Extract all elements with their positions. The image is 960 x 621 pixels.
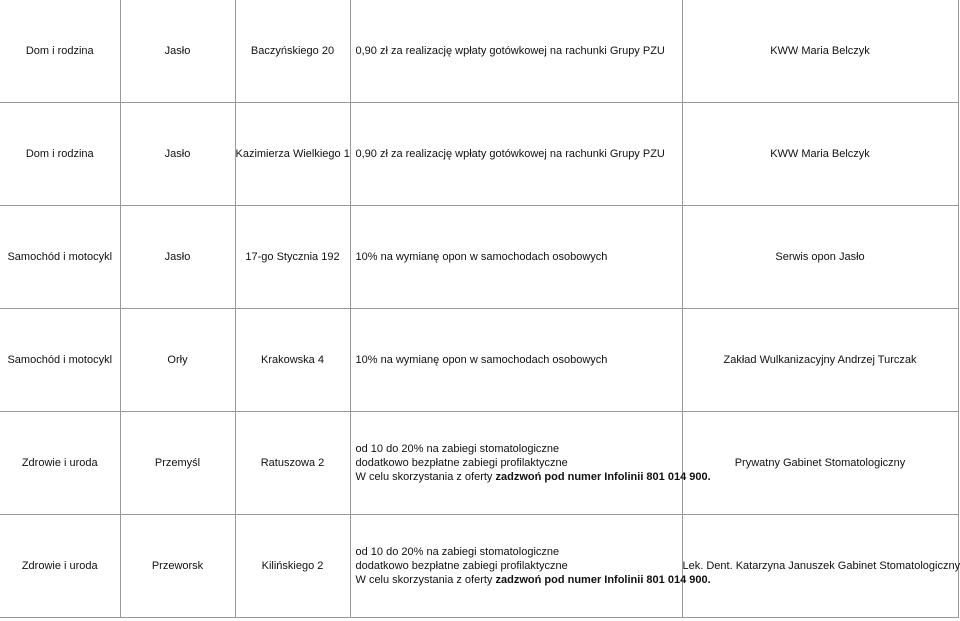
category-cell: Dom i rodzina [0, 103, 120, 206]
category-cell: Samochód i motocykl [0, 206, 120, 309]
offer-line: 10% na wymianę opon w samochodach osobowych [355, 354, 608, 366]
address-cell: Ratuszowa 2 [235, 412, 350, 515]
call-prefix: W celu skorzystania z oferty [355, 471, 493, 483]
table-row [0, 0, 958, 103]
city-cell: Przemyśl [120, 412, 235, 515]
table-row [0, 412, 958, 515]
offer-cell [350, 103, 682, 206]
offer-line: od 10 do 20% na zabiegi stomatologiczne [355, 546, 560, 558]
offer-line: 0,90 zł za realizację wpłaty gotówkowej na rachunki Grupy PZU [355, 45, 665, 57]
call-line [355, 470, 711, 484]
category-cell: Samochód i motocykl [0, 309, 120, 412]
offer-cell [350, 206, 682, 309]
address-cell: Kazimierza Wielkiego 1 [235, 103, 350, 206]
offer-cell [350, 515, 711, 618]
table-row [0, 515, 958, 618]
table-row [0, 103, 958, 206]
address-cell: Baczyńskiego 20 [235, 0, 350, 103]
offer-line: 0,90 zł za realizację wpłaty gotówkowej na rachunki Grupy PZU [355, 148, 665, 160]
address-cell: Kilińskiego 2 [235, 515, 350, 618]
call-phone-text: zadzwoń pod numer Infolinii 801 014 900. [495, 471, 711, 483]
call-prefix: W celu skorzystania z oferty [355, 574, 493, 586]
address-cell: 17-go Stycznia 192 [235, 206, 350, 309]
offer-line: od 10 do 20% na zabiegi stomatologiczne [355, 443, 560, 455]
partner-cell: Serwis opon Jasło [682, 206, 958, 309]
address-cell: Krakowska 4 [235, 309, 350, 412]
call-phone-text: zadzwoń pod numer Infolinii 801 014 900. [495, 574, 711, 586]
offer-cell [350, 309, 682, 412]
city-cell: Jasło [120, 103, 235, 206]
partner-cell: KWW Maria Belczyk [682, 103, 958, 206]
category-cell: Zdrowie i uroda [0, 412, 120, 515]
partner-cell: Zakład Wulkanizacyjny Andrzej Turczak [682, 309, 958, 412]
city-cell: Przeworsk [120, 515, 235, 618]
category-cell: Zdrowie i uroda [0, 515, 120, 618]
offer-line: 10% na wymianę opon w samochodach osobowych [355, 251, 608, 263]
offer-cell [350, 0, 682, 103]
partner-cell: Prywatny Gabinet Stomatologiczny [682, 412, 958, 515]
offer-cell [350, 412, 711, 515]
partner-cell: KWW Maria Belczyk [682, 0, 958, 103]
offer-line: dodatkowo bezpłatne zabiegi profilaktyczne [355, 457, 568, 469]
offer-line: dodatkowo bezpłatne zabiegi profilaktyczne [355, 560, 568, 572]
city-cell: Orły [120, 309, 235, 412]
category-cell: Dom i rodzina [0, 0, 120, 103]
table-row [0, 206, 958, 309]
city-cell: Jasło [120, 0, 235, 103]
table-row [0, 309, 958, 412]
partner-cell: Lek. Dent. Katarzyna Januszek Gabinet Stomatologiczny [682, 515, 958, 618]
call-line [355, 573, 711, 587]
city-cell: Jasło [120, 206, 235, 309]
